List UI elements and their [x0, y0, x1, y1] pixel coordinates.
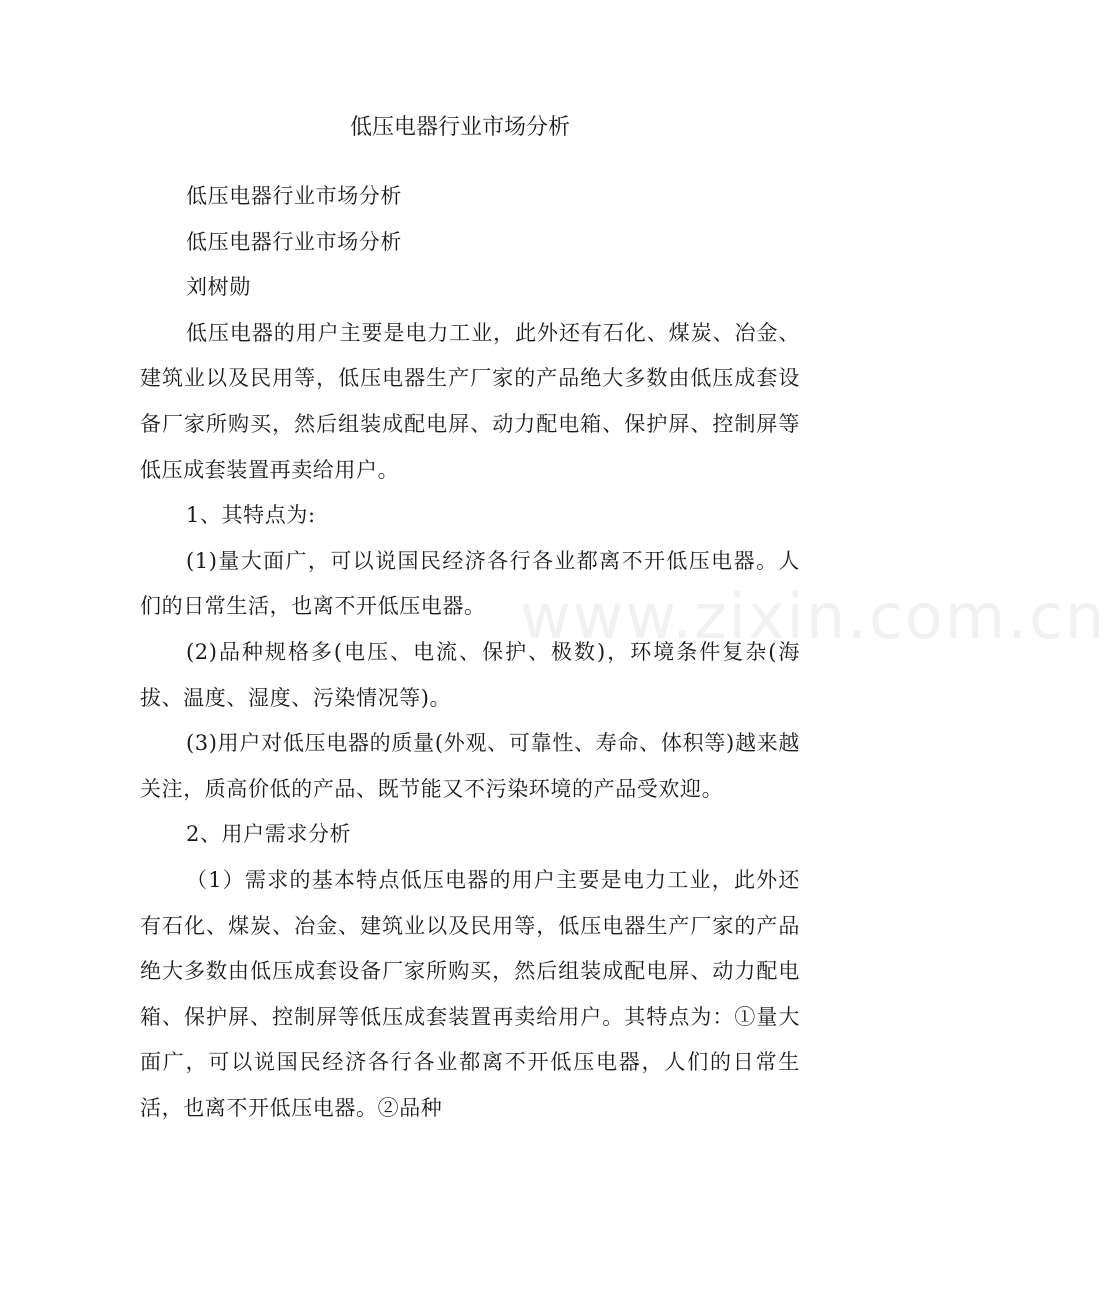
watermark: www.zixin.com.cn	[520, 580, 1106, 653]
list-item: (1)量大面广，可以说国民经济各行各业都离不开低压电器。人们的日常生活，也离不开低压电器。	[140, 548, 800, 619]
section-heading: 2、用户需求分析	[186, 822, 352, 847]
body-paragraph: 低压电器的用户主要是电力工业，此外还有石化、煤炭、冶金、建筑业以及民用等，低压电器生产厂家的产品绝大多数由低压成套设备厂家所购买，然后组装成配电屏、动力配电箱、保护屏、控制屏等低压成套装置再卖给用户。	[140, 320, 800, 482]
section-heading: 1、其特点为:	[186, 503, 316, 528]
author-name: 刘树勋	[186, 275, 251, 300]
subtitle-line: 低压电器行业市场分析	[186, 229, 402, 254]
document-title: 低压电器行业市场分析	[349, 115, 570, 140]
document-body	[140, 174, 800, 1131]
list-item: (3)用户对低压电器的质量(外观、可靠性、寿命、体积等)越来越关注，质高价低的产品、既节能又不污染环境的产品受欢迎。	[140, 731, 800, 801]
list-item: (2)品种规格多(电压、电流、保护、极数)，环境条件复杂(海拔、温度、湿度、污染情况等)。	[140, 639, 800, 710]
body-paragraph: （1）需求的基本特点低压电器的用户主要是电力工业，此外还有石化、煤炭、冶金、建筑业以及民用等，低压电器生产厂家的产品绝大多数由低压成套设备厂家所购买，然后组装成配电屏、动力配电箱、保护屏、控制屏等低压成套装置再卖给用户。其特点为：①量大面广，可以说国民经济各行各业都离不开低压电器，人们的日常生活，也离不开低压电器。②品种	[140, 867, 800, 1120]
subtitle-line: 低压电器行业市场分析	[186, 184, 402, 208]
